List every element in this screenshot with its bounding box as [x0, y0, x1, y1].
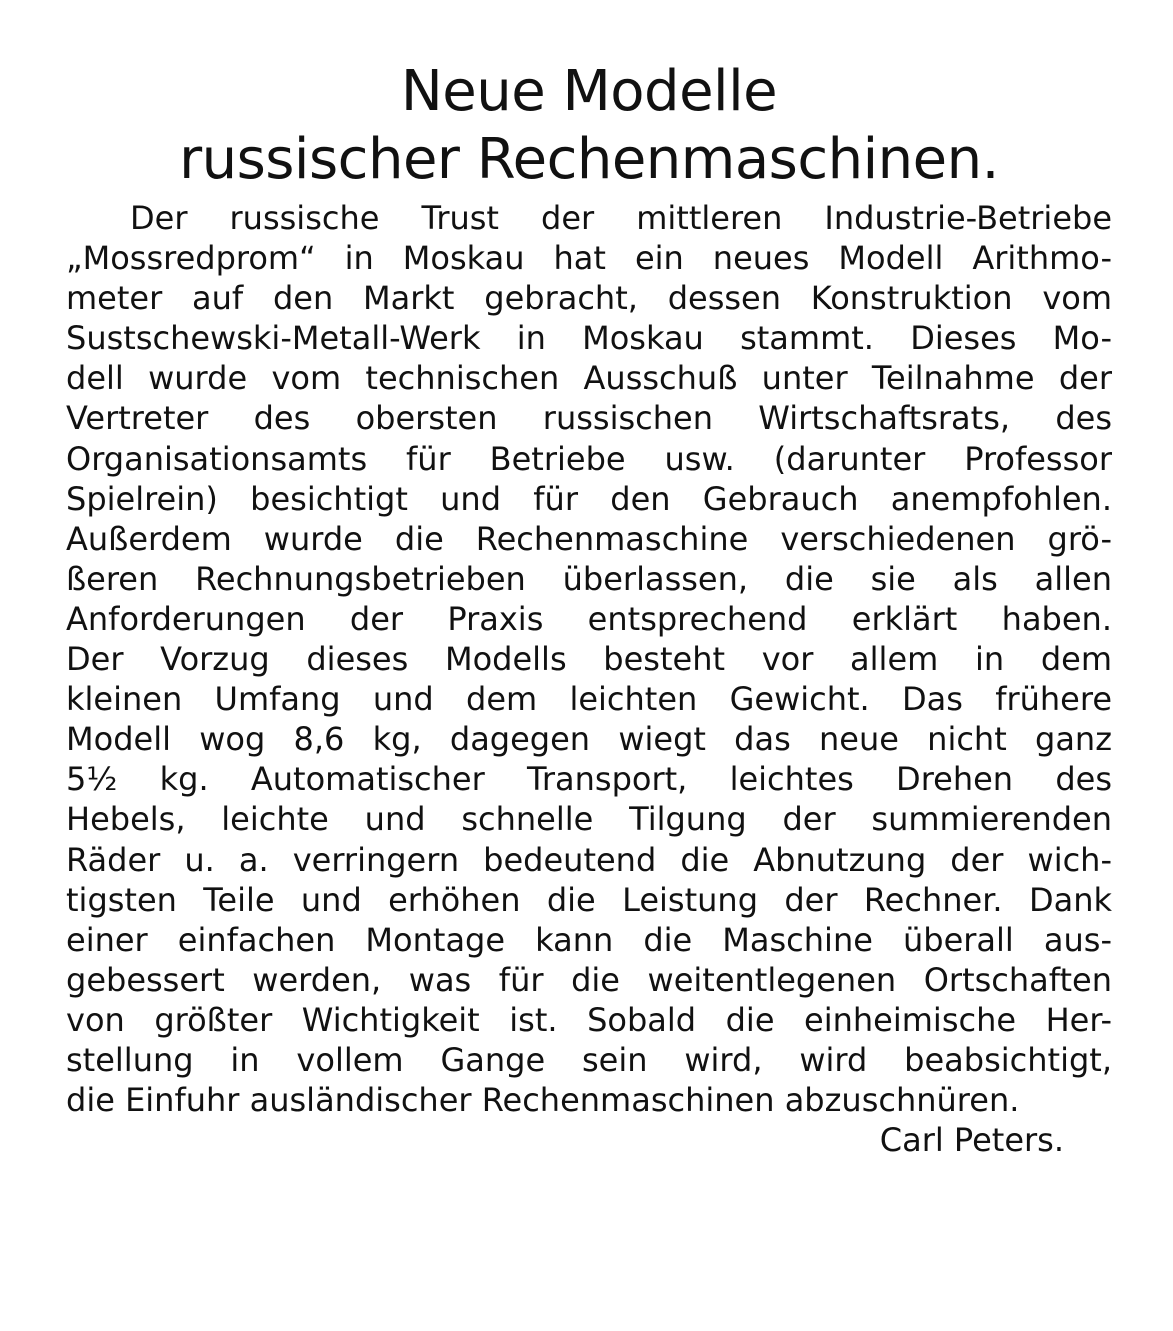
body-line-9: Außerdem wurde die Rechenmaschine verschiedenen grö-	[66, 519, 1112, 558]
body-line-21: von größter Wichtigkeit ist. Sobald die einheimische Her-	[66, 1000, 1112, 1039]
body-line-7: Organisationsamts für Betriebe usw. (darunter Professor	[66, 439, 1112, 478]
body-line-23: die Einfuhr ausländischer Rechenmaschinen abzuschnüren.	[66, 1081, 1020, 1120]
body-line-1: Der russische Trust der mittleren Industrie-Betriebe	[130, 199, 1112, 237]
article	[66, 58, 1112, 1160]
article-title	[66, 58, 1112, 194]
body-line-4: Sustschewski-Metall-Werk in Moskau stammt. Dieses Mo-	[66, 319, 1112, 358]
body-line-18: tigsten Teile und erhöhen die Leistung der Rechner. Dank	[66, 880, 1112, 919]
body-line-10: ßeren Rechnungsbetrieben überlassen, die sie als allen	[66, 559, 1112, 598]
body-line-13: kleinen Umfang und dem leichten Gewicht. Das frühere	[66, 680, 1112, 719]
title-line-2: russischer Rechenmaschinen.	[179, 127, 999, 192]
body-line-15: 5½ kg. Automatischer Transport, leichtes Drehen des	[66, 760, 1112, 799]
article-body	[66, 198, 1112, 1120]
body-line-19: einer einfachen Montage kann die Maschine überall aus-	[66, 920, 1112, 959]
body-line-12: Der Vorzug dieses Modells besteht vor allem in dem	[66, 640, 1112, 679]
body-line-22: stellung in vollem Gange sein wird, wird beabsichtigt,	[66, 1040, 1112, 1079]
body-line-3: meter auf den Markt gebracht, dessen Konstruktion vom	[66, 279, 1112, 318]
body-line-14: Modell wog 8,6 kg, dagegen wiegt das neue nicht ganz	[66, 720, 1112, 759]
body-line-5: dell wurde vom technischen Ausschuß unter Teilnahme der	[66, 359, 1112, 398]
body-line-11: Anforderungen der Praxis entsprechend erklärt haben.	[66, 599, 1112, 638]
author-signature: Carl Peters.	[879, 1121, 1064, 1160]
body-line-16: Hebels, leichte und schnelle Tilgung der summierenden	[66, 800, 1112, 839]
title-line-1: Neue Modelle	[400, 59, 778, 124]
body-line-20: gebessert werden, was für die weitentlegenen Ortschaften	[66, 960, 1112, 999]
body-line-6: Vertreter des obersten russischen Wirtschaftsrats, des	[66, 399, 1112, 438]
body-line-8: Spielrein) besichtigt und für den Gebrauch anempfohlen.	[66, 479, 1112, 518]
body-line-2: „Mossredprom“ in Moskau hat ein neues Modell Arithmo-	[66, 239, 1112, 278]
body-line-17: Räder u. a. verringern bedeutend die Abnutzung der wich-	[66, 840, 1112, 879]
